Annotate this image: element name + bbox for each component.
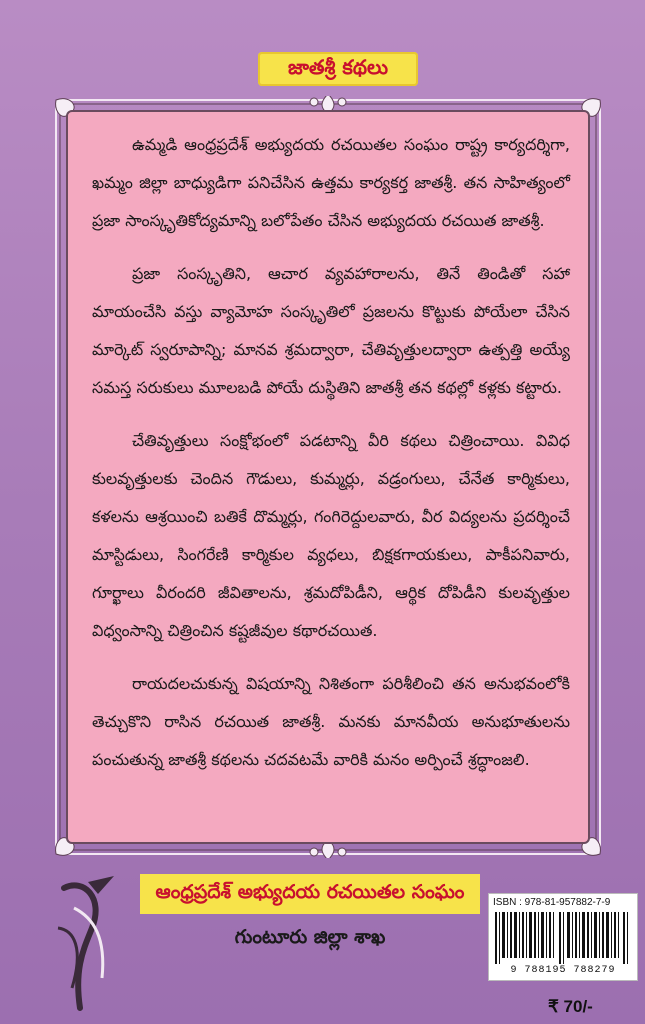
blurb-paragraph-1: ఉమ్మడి ఆంధ్రప్రదేశ్ అభ్యుదయ రచయితల సంఘం రాష్ట్ర కార్యదర్శిగా, ఖమ్మం జిల్లా బాధ్యుడిగా పనిచేసిన ఉత్తమ కార్యకర్త జాతశ్రీ. తన సాహిత్యంలో ప్రజా సాంస్కృతికోద్యమాన్ని బలోపేతం చేసిన అభ్యుదయ రచయిత జాతశ్రీ. <box>92 135 570 230</box>
barcode-digits: 9 788195 788279 <box>510 965 616 976</box>
barcode-icon <box>495 912 633 964</box>
blurb-paragraph-2: ప్రజా సంస్కృతిని, ఆచార వ్యవహారాలను, తినే తిండితో సహా మాయంచేసి వస్తు వ్యామోహ సంస్కృతిలో ప్రజలను కొట్టుకు పోయేలా చేసిన మార్కెట్ స్వరూపాన్ని; మానవ శ్రమద్వారా, చేతివృత్తులద్వారా ఉత్పత్తి అయ్యే సమస్త సరుకులు మూలబడి పోయే దుస్థితిని జాతశ్రీ తన కథల్లో కళ్లకు కట్టారు. <box>92 264 570 397</box>
title-badge <box>258 52 418 86</box>
price-label: ₹ 70/- <box>548 997 593 1016</box>
blurb-panel <box>66 110 590 844</box>
isbn-barcode-box <box>488 893 638 981</box>
isbn-label: ISBN : 978-81-957882-7-9 <box>493 897 611 908</box>
blurb-paragraph-3: చేతివృత్తులు సంక్షోభంలో పడటాన్ని వీరి కథలు చిత్రించాయి. వివిధ కులవృత్తులకు చెందిన గౌడులు, కుమ్మర్లు, వడ్రంగులు, చేనేత కార్మికులు, కళలను ఆశ్రయించి బతికే దొమ్మర్లు, గంగిరెద్దులవారు, వీర విద్యలను ప్రదర్శించే మాస్టిడులు, సింగరేణి కార్మికుల వ్యధలు, బిక్షకగాయకులు, పాకీపనివారు, గూర్ఖాలు వీరందరి జీవితాలను, శ్రమదోపిడీని, ఆర్థిక దోపిడీని కులవృత్తుల విధ్వంసాన్ని చిత్రించిన కష్టజీవుల కథారచయిత. <box>92 431 570 640</box>
blurb-paragraph-4: రాయదలచుకున్న విషయాన్ని నిశితంగా పరిశీలించి తన అనుభవంలోకి తెచ్చుకొని రాసిన రచయిత జాతశ్రీ. మనకు మానవీయ అనుభూతులను పంచుతున్న జాతశ్రీ కథలను చదవటమే వారికి మనం అర్పించే శ్రద్ధాంజలి. <box>92 674 570 769</box>
book-title: జాతశ్రీ కథలు <box>287 54 389 79</box>
publisher-name-badge <box>140 874 480 914</box>
publisher-name: ఆంధ్రప్రదేశ్ అభ్యుదయ రచయితల సంఘం <box>155 880 465 903</box>
publisher-logo-icon <box>44 868 130 1018</box>
publisher-branch: గుంటూరు జిల్లా శాఖ <box>234 926 386 948</box>
